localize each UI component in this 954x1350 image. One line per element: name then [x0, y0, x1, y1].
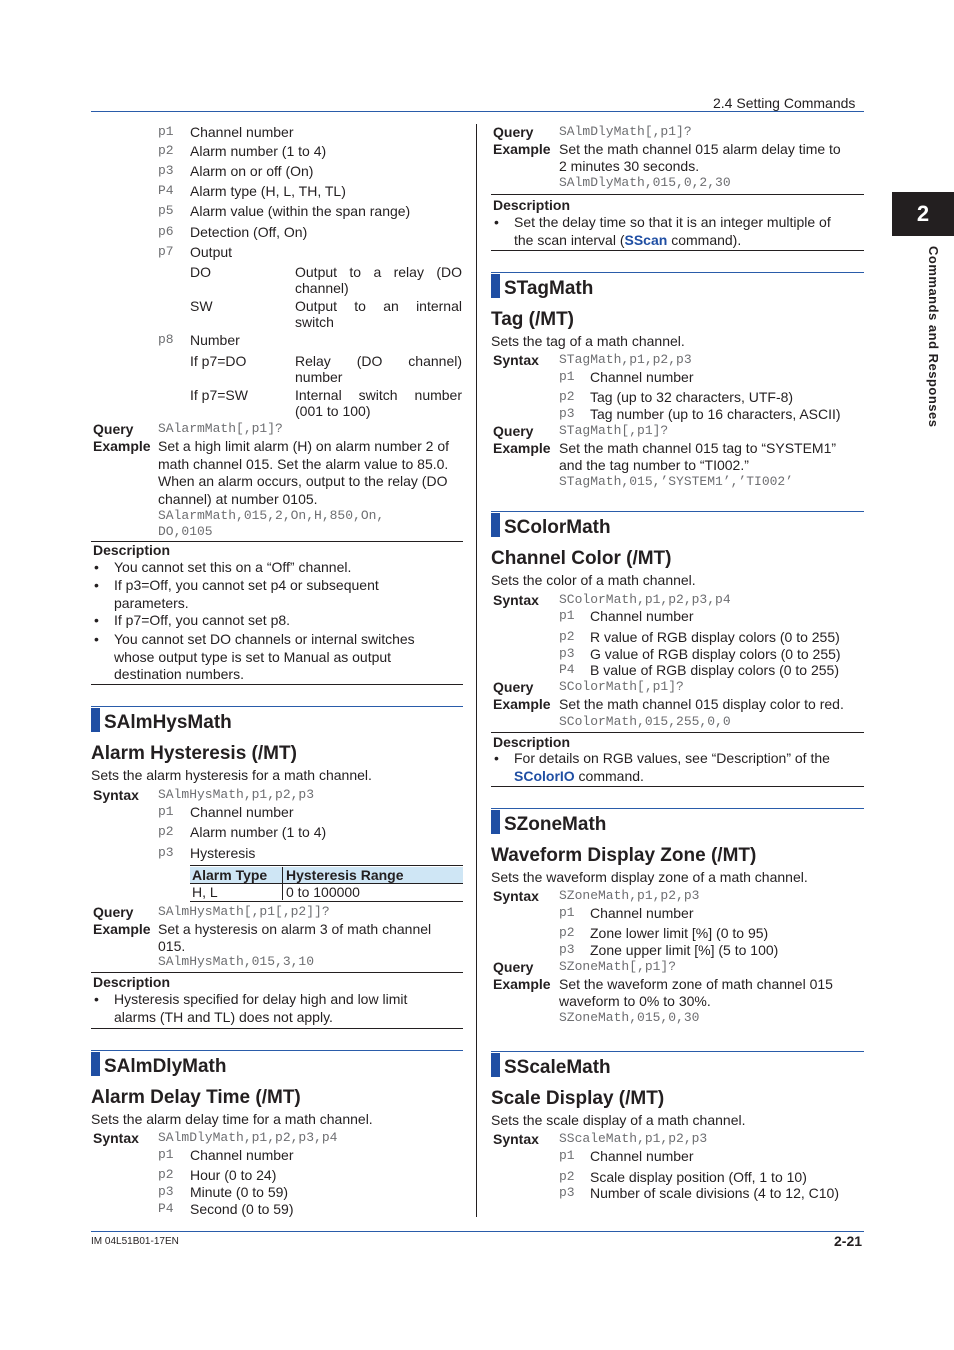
section-marker	[491, 1053, 500, 1077]
desc-rule-bottom	[491, 786, 864, 787]
param-text: Detection (Off, On)	[190, 224, 308, 240]
section-summary: Sets the waveform display zone of a math channel.	[491, 869, 808, 885]
query-code: SAlarmMath[,p1]?	[158, 421, 283, 436]
section-command: SAlmHysMath	[104, 712, 232, 733]
param-code: P4	[559, 662, 575, 677]
param-code: P4	[158, 183, 174, 198]
example-label: Example	[493, 141, 551, 157]
section-marker	[91, 1052, 100, 1076]
section-rule	[491, 808, 864, 809]
section-summary: Sets the color of a math channel.	[491, 572, 696, 588]
chapter-tab: 2	[892, 192, 954, 236]
section-marker	[91, 708, 100, 732]
param-code: p1	[559, 1148, 575, 1163]
param-code: p3	[158, 163, 174, 178]
section-marker	[491, 274, 500, 298]
query-label: Query	[493, 423, 534, 439]
section-marker	[491, 810, 500, 834]
example-text: Set the math channel 015 display color to red.	[559, 696, 844, 712]
param-code: p1	[158, 124, 174, 139]
param-code: p3	[158, 845, 174, 860]
query-label: Query	[93, 904, 134, 920]
param-text: Hour (0 to 24)	[190, 1167, 277, 1183]
example-text: Set a high limit alarm (H) on alarm number 2 of math channel 015. Set the alarm value to 85.0. When an alarm occurs, output to the relay (DO channel) at number 0105.	[158, 438, 449, 507]
section-command: SZoneMath	[504, 814, 607, 835]
section-rule	[91, 1050, 463, 1051]
desc-rule-top	[491, 732, 864, 733]
example-code: SAlmDlyMath,015,0,2,30	[559, 175, 731, 190]
param-text: Alarm number (1 to 4)	[190, 143, 327, 159]
example-label: Example	[93, 921, 151, 937]
param-code: p3	[559, 406, 575, 421]
param-text: Alarm value (within the span range)	[190, 203, 411, 219]
column-divider	[476, 124, 477, 1217]
param-text: Output	[190, 244, 233, 260]
param-code: P4	[158, 1201, 174, 1216]
syntax-code: SAlmHysMath,p1,p2,p3	[158, 787, 315, 802]
syntax-label: Syntax	[493, 352, 539, 368]
param-code: p1	[158, 804, 174, 819]
description-label: Description	[493, 734, 571, 750]
param-text: Channel number	[590, 608, 694, 624]
desc-bullet: • Hysteresis specified for delay high and low limit alarms (TH and TL) does not apply.	[114, 991, 407, 1026]
chapter-side-label: Commands and Responses	[926, 246, 941, 428]
desc-bullet: • If p3=Off, you cannot set p4 or subsequent parameters.	[114, 577, 379, 612]
param-text: Alarm on or off (On)	[190, 163, 314, 179]
desc-rule-top	[491, 194, 864, 195]
param-code: p3	[559, 1185, 575, 1200]
param-text: Number of scale divisions (4 to 12, C10)	[590, 1185, 839, 1201]
example-label: Example	[493, 440, 551, 456]
param-code: p1	[559, 369, 575, 384]
desc-rule-bottom	[91, 684, 463, 685]
desc-rule-bottom	[91, 1028, 463, 1029]
example-text: Set the math channel 015 alarm delay time to 2 minutes 30 seconds.	[559, 141, 841, 174]
option-desc: Output to an internal switch	[295, 298, 462, 330]
option-desc: Internal switch number (001 to 100)	[295, 387, 462, 419]
syntax-code: STagMath,p1,p2,p3	[559, 352, 692, 367]
page-number: 2-21	[834, 1233, 863, 1249]
param-code: p6	[158, 224, 174, 239]
desc-bullet: • For details on RGB values, see “Description” of the SColorIO command.	[514, 750, 830, 785]
param-text: Alarm type (H, L, TH, TL)	[190, 183, 346, 199]
query-code: SAlmHysMath[,p1[,p2]]?	[158, 904, 330, 919]
param-code: p2	[559, 389, 575, 404]
sscan-link[interactable]: SScan	[624, 232, 668, 248]
param-text: Hysteresis	[190, 845, 256, 861]
query-code: STagMath[,p1]?	[559, 423, 669, 438]
param-text: Minute (0 to 59)	[190, 1184, 289, 1200]
param-text: Alarm number (1 to 4)	[190, 824, 327, 840]
syntax-label: Syntax	[93, 1130, 139, 1146]
description-label: Description	[493, 197, 571, 213]
example-text: Set a hysteresis on alarm 3 of math channel 015.	[158, 921, 432, 954]
desc-bullet: • Set the delay time so that it is an integer multiple of the scan interval (SScan command).	[514, 213, 831, 249]
param-code: p1	[559, 905, 575, 920]
section-title: Tag (/MT)	[491, 309, 575, 330]
section-title: Waveform Display Zone (/MT)	[491, 845, 757, 866]
scolorio-link[interactable]: SColorIO	[514, 767, 575, 784]
table-header-cell: Hysteresis Range	[286, 867, 404, 883]
example-label: Example	[493, 976, 551, 992]
param-code: p1	[158, 1147, 174, 1162]
left-column	[91, 0, 463, 1230]
param-code: p3	[158, 1184, 174, 1199]
example-label: Example	[493, 696, 551, 712]
section-title: Alarm Hysteresis (/MT)	[91, 743, 297, 764]
example-text: Set the math channel 015 tag to “SYSTEM1” and the tag number to “TI002.”	[559, 440, 837, 473]
param-text: Scale display position (Off, 1 to 10)	[590, 1169, 807, 1185]
param-code: p2	[559, 925, 575, 940]
option-key: SW	[190, 298, 213, 314]
syntax-label: Syntax	[493, 1131, 539, 1147]
section-command: STagMath	[504, 278, 594, 299]
syntax-code: SAlmDlyMath,p1,p2,p3,p4	[158, 1130, 338, 1145]
param-text: Tag (up to 32 characters, UTF-8)	[590, 389, 794, 405]
param-text: Channel number	[590, 369, 694, 385]
param-code: p7	[158, 244, 174, 259]
option-desc: Relay (DO channel) number	[295, 353, 462, 385]
running-header: 2.4 Setting Commands	[713, 95, 856, 111]
example-label: Example	[93, 438, 151, 454]
param-code: p8	[158, 332, 174, 347]
syntax-code: SScaleMath,p1,p2,p3	[559, 1131, 708, 1146]
param-code: p2	[158, 824, 174, 839]
example-code: SAlmHysMath,015,3,10	[158, 954, 315, 969]
table-col-divider	[282, 867, 283, 900]
query-label: Query	[493, 959, 534, 975]
description-label: Description	[93, 974, 171, 990]
param-text: Channel number	[190, 804, 294, 820]
option-key: DO	[190, 264, 211, 280]
desc-bullet: • You cannot set this on a “Off” channel.	[114, 559, 351, 575]
param-code: p2	[158, 1167, 174, 1182]
table-cell: 0 to 100000	[286, 884, 360, 900]
example-code: STagMath,015,’SYSTEM1’,’TI002’	[559, 474, 794, 489]
desc-bullet: • You cannot set DO channels or internal switches whose output type is set to Manual as output destination numbers.	[114, 631, 415, 684]
section-rule	[491, 1051, 864, 1052]
example-code: DO,0105	[158, 524, 213, 539]
desc-rule-top	[91, 972, 463, 973]
example-code: SColorMath,015,255,0,0	[559, 714, 731, 729]
param-code: p2	[559, 1169, 575, 1184]
description-label: Description	[93, 542, 171, 558]
section-summary: Sets the alarm delay time for a math channel.	[91, 1111, 373, 1127]
param-text: Number	[190, 332, 240, 348]
desc-bullet: • If p7=Off, you cannot set p8.	[114, 612, 290, 628]
section-rule	[491, 272, 864, 273]
param-code: p3	[559, 646, 575, 661]
section-title: Alarm Delay Time (/MT)	[91, 1087, 301, 1108]
query-label: Query	[493, 124, 534, 140]
section-summary: Sets the tag of a math channel.	[491, 333, 685, 349]
right-column	[491, 0, 864, 1230]
section-summary: Sets the alarm hysteresis for a math channel.	[91, 767, 372, 783]
query-code: SColorMath[,p1]?	[559, 679, 684, 694]
table-header-cell: Alarm Type	[192, 867, 268, 883]
section-marker	[491, 513, 500, 537]
section-title: Scale Display (/MT)	[491, 1088, 665, 1109]
param-text: Channel number	[190, 124, 294, 140]
syntax-label: Syntax	[493, 888, 539, 904]
example-text: Set the waveform zone of math channel 015 waveform to 0% to 30%.	[559, 976, 833, 1009]
syntax-label: Syntax	[493, 592, 539, 608]
option-desc: Output to a relay (DO channel)	[295, 264, 462, 296]
option-key: If p7=DO	[190, 353, 247, 369]
param-code: p2	[559, 629, 575, 644]
param-code: p2	[158, 143, 174, 158]
param-text: R value of RGB display colors (0 to 255)	[590, 629, 840, 645]
example-code: SAlarmMath,015,2,On,H,850,On,	[158, 508, 385, 523]
query-code: SZoneMath[,p1]?	[559, 959, 677, 974]
footer-rule	[91, 1231, 864, 1232]
syntax-code: SZoneMath,p1,p2,p3	[559, 888, 700, 903]
param-text: B value of RGB display colors (0 to 255)	[590, 662, 840, 678]
section-command: SColorMath	[504, 517, 611, 538]
param-text: Second (0 to 59)	[190, 1201, 294, 1217]
query-label: Query	[493, 679, 534, 695]
example-code: SZoneMath,015,0,30	[559, 1010, 700, 1025]
param-text: Zone lower limit [%] (0 to 95)	[590, 925, 769, 941]
param-text: Channel number	[190, 1147, 294, 1163]
section-rule	[91, 706, 463, 707]
syntax-label: Syntax	[93, 787, 139, 803]
section-title: Channel Color (/MT)	[491, 548, 672, 569]
option-key: If p7=SW	[190, 387, 248, 403]
section-command: SScaleMath	[504, 1057, 611, 1078]
param-text: Tag number (up to 16 characters, ASCII)	[590, 406, 841, 422]
section-summary: Sets the scale display of a math channel.	[491, 1112, 746, 1128]
param-text: G value of RGB display colors (0 to 255)	[590, 646, 841, 662]
param-code: p3	[559, 942, 575, 957]
query-code: SAlmDlyMath[,p1]?	[559, 124, 692, 139]
query-label: Query	[93, 421, 134, 437]
hysteresis-table	[190, 865, 463, 902]
footer-doc-id: IM 04L51B01-17EN	[91, 1236, 179, 1247]
section-rule	[491, 511, 864, 512]
desc-rule-bottom	[491, 250, 864, 251]
param-text: Channel number	[590, 905, 694, 921]
section-command: SAlmDlyMath	[104, 1056, 227, 1077]
syntax-code: SColorMath,p1,p2,p3,p4	[559, 592, 731, 607]
param-code: p5	[158, 203, 174, 218]
param-text: Zone upper limit [%] (5 to 100)	[590, 942, 779, 958]
table-cell: H, L	[192, 884, 218, 900]
param-code: p1	[559, 608, 575, 623]
param-text: Channel number	[590, 1148, 694, 1164]
